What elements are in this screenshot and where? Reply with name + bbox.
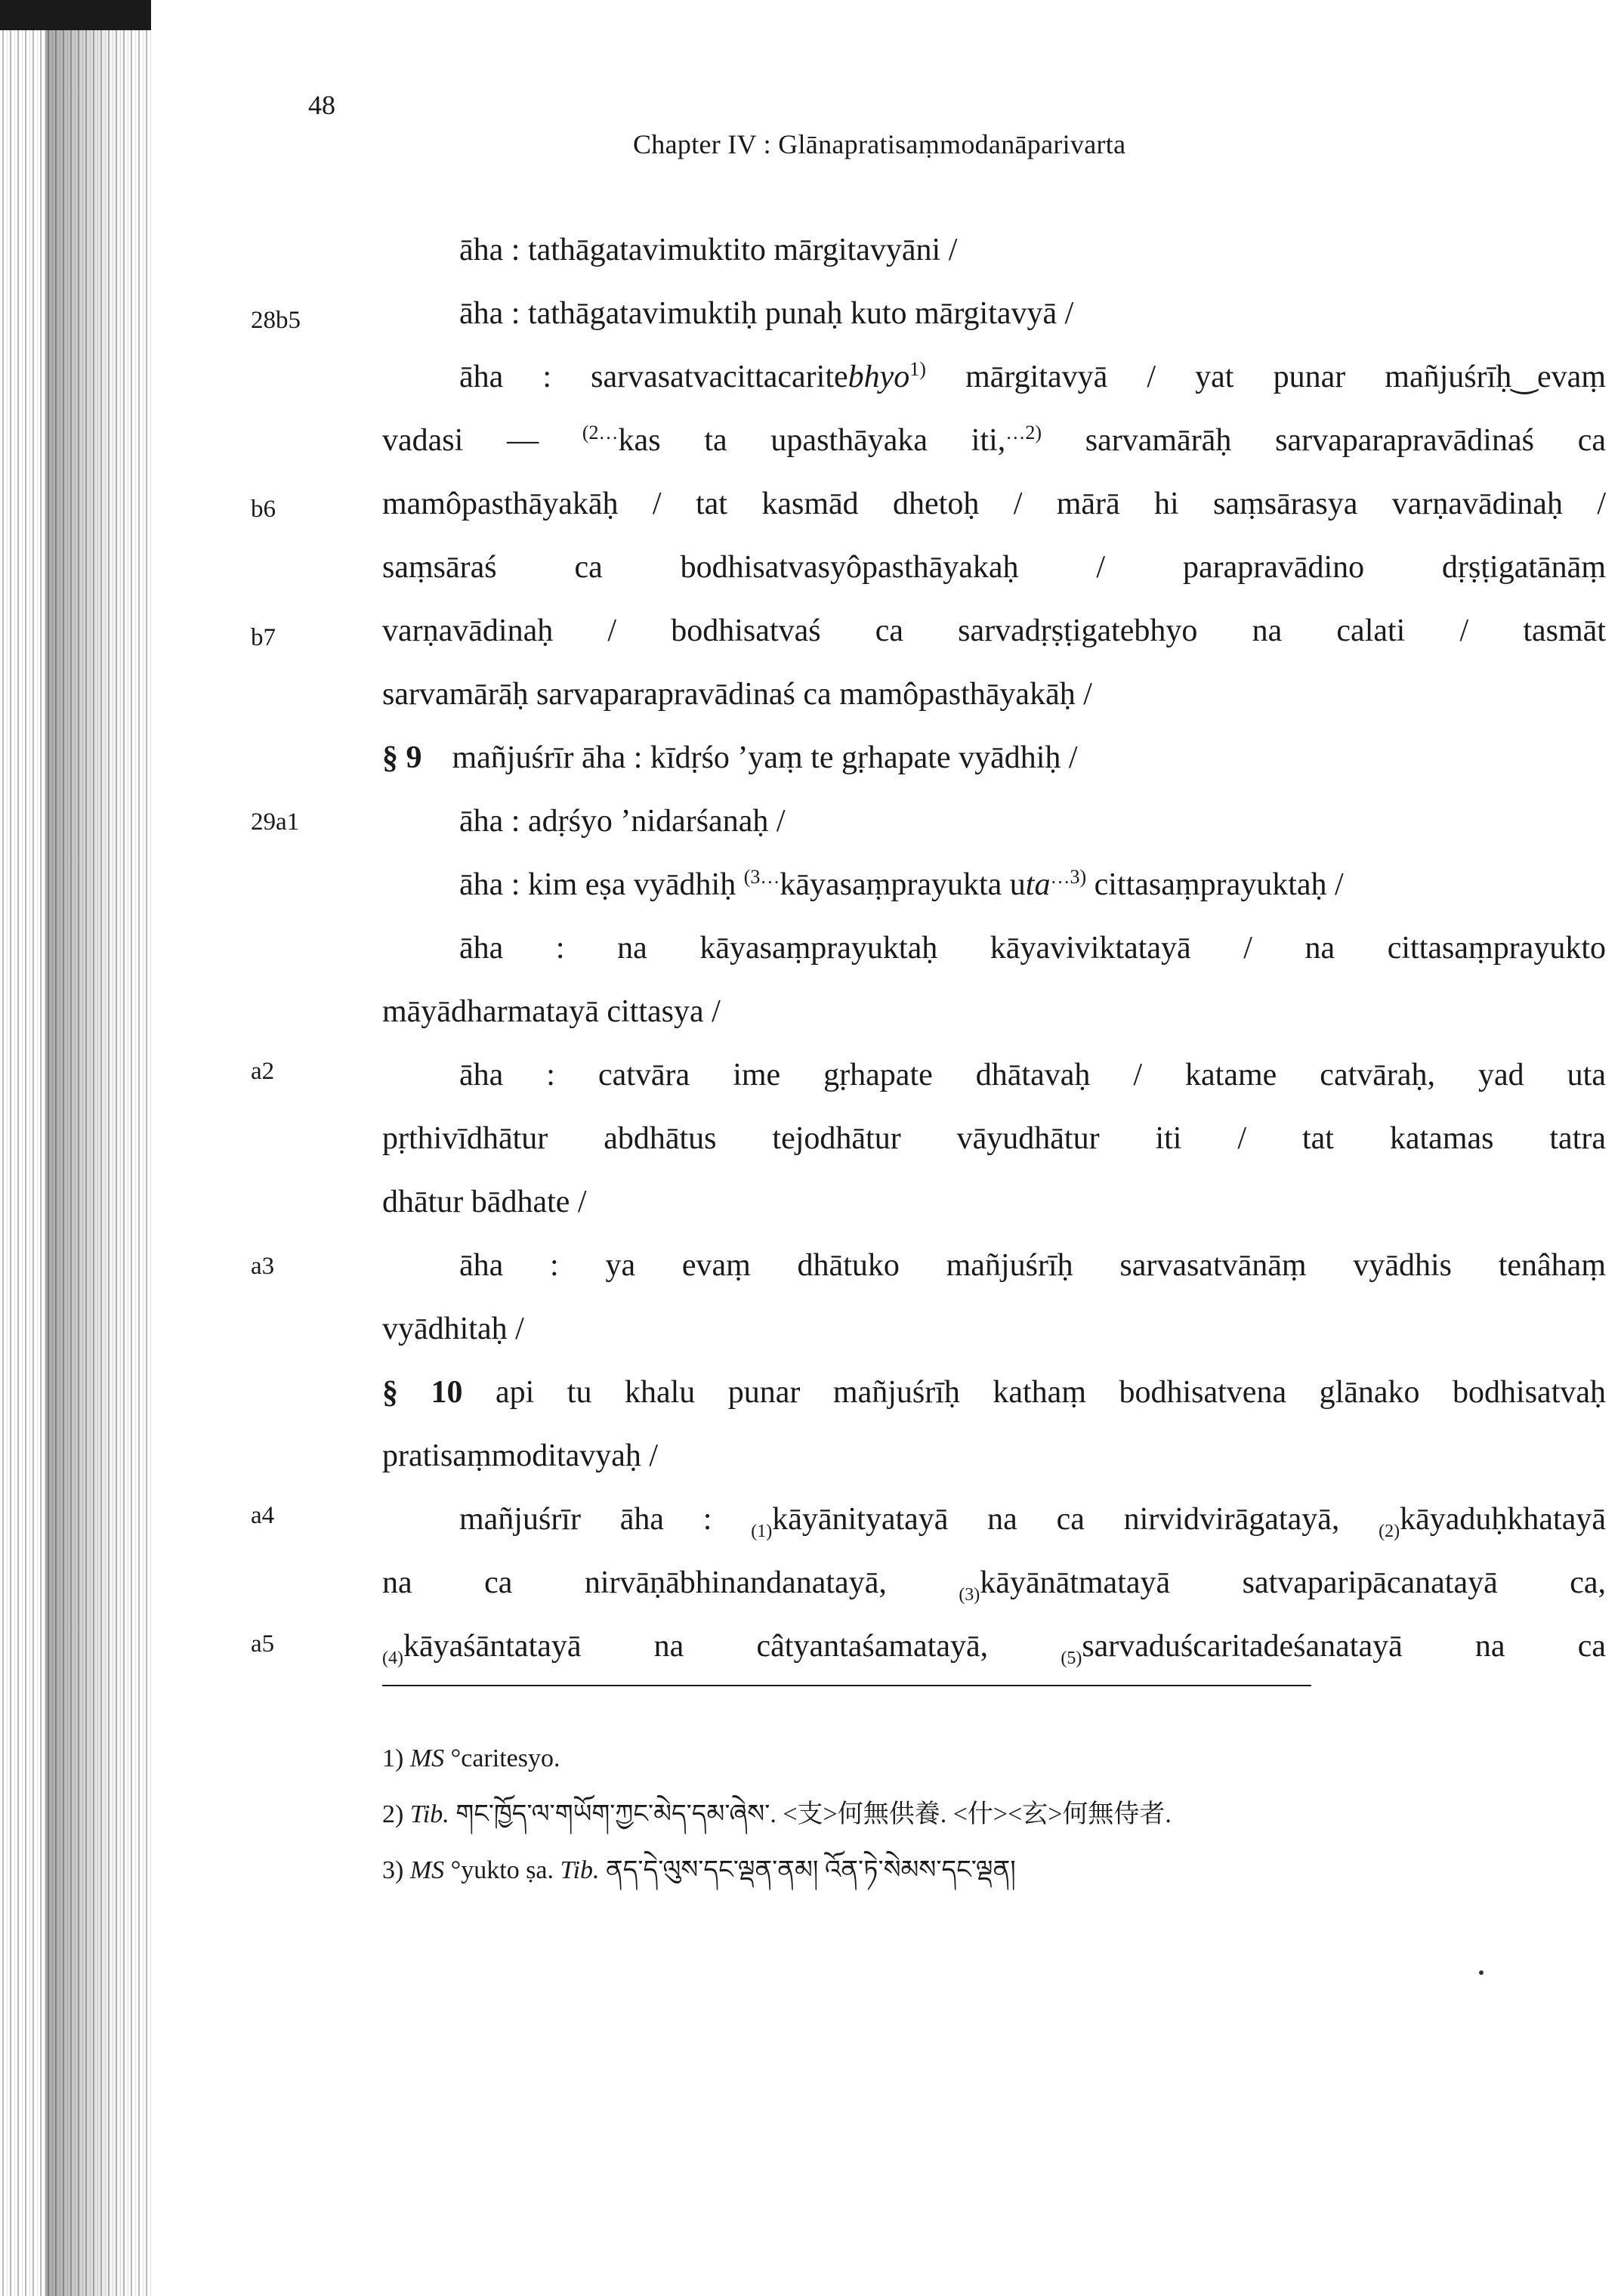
running-head: Chapter IV : Glānapratisaṃmodanāparivarta: [633, 129, 1126, 159]
margin-ref: 28b5: [251, 307, 301, 334]
text-line: āha : ya evaṃ dhātuko mañjuśrīḥ sarvasatvānāṃ vyādhis tenâhaṃ: [459, 1248, 1606, 1283]
footnote-rule: [382, 1685, 1311, 1686]
text-line: varṇavādinaḥ / bodhisatvaś ca sarvadṛṣṭigatebhyo na calati / tasmāt: [382, 613, 1606, 648]
footnote: 3) MS °yukto ṣa. Tib. ནད་དེ་ལུས་དང་ལྡན་ནམ། འོན་ཏེ་སེམས་དང་ལྡན།: [382, 1856, 1016, 1884]
text-line: vadasi — $^{(2\dots}$kas ta upasthāyaka iti,$^{\dots 2)}$ sarvamārāḥ sarvaparapravādinaś ca: [382, 422, 1606, 458]
text-line: āha : na kāyasaṃprayuktaḥ kāyaviviktatayā / na cittasaṃprayukto: [459, 931, 1606, 966]
text-line: āha : catvāra ime gṛhapate dhātavaḥ / katame catvāraḥ, yad uta: [459, 1058, 1606, 1092]
text-line: āha : tathāgatavimuktiḥ punaḥ kuto mārgitavyā /: [459, 296, 1074, 331]
footnote: 2) Tib. གང་ཁྱོད་ལ་གཡོག་ཀྱང་མེད་དམ་ཞེས་. <支>何無供養. <什><玄>何無侍者.: [382, 1800, 1172, 1828]
margin-ref: b6: [251, 496, 276, 523]
text-line: saṃsāraś ca bodhisatvasyôpasthāyakaḥ / parapravādino dṛṣṭigatānāṃ: [382, 550, 1606, 585]
text-line: mañjuśrīr āha : $_{(1)}$kāyānityatayā na ca nirvidvirāgatayā, $_{(2)}$kāyaduḥkhatayā: [459, 1502, 1606, 1541]
text-line: āha : sarvasatvacittacaritebhyo$^{1)}$ mārgitavyā / yat punar mañjuśrīḥ‿evaṃ: [459, 358, 1606, 394]
margin-ref: a4: [251, 1502, 275, 1529]
margin-ref: a5: [251, 1630, 275, 1658]
text-line: $_{(4)}$kāyaśāntatayā na câtyantaśamatayā, $_{(5)}$sarvaduścaritadeśanatayā na ca: [382, 1629, 1607, 1668]
binding-top-mark: [0, 0, 151, 30]
scan-speck: [1479, 1970, 1484, 1975]
text-line: na ca nirvāṇābhinandanatayā, $_{(3)}$kāyānātmatayā satvaparipācanatayā ca,: [382, 1565, 1606, 1605]
margin-ref: 29a1: [251, 808, 300, 836]
footnote: 1) MS °caritesyo.: [382, 1744, 560, 1772]
text-line: vyādhitaḥ /: [382, 1312, 524, 1346]
text-line: pratisaṃmoditavyaḥ /: [382, 1438, 659, 1473]
text-line: māyādharmatayā cittasya /: [382, 994, 721, 1029]
section-heading: § 9 mañjuśrīr āha : kīdṛśo ’yaṃ te gṛhapate vyādhiḥ /: [382, 740, 1078, 775]
text-line: āha : tathāgatavimuktito mārgitavyāni /: [459, 233, 958, 267]
text-line: āha : kim eṣa vyādhiḥ $^{(3\dots}$kāyasaṃprayukta uta$^{\dots 3)}$ cittasaṃprayuktaḥ /: [459, 866, 1344, 902]
margin-ref: b7: [251, 624, 276, 651]
text-line: pṛthivīdhātur abdhātus tejodhātur vāyudhātur iti / tat katamas tatra: [382, 1121, 1606, 1156]
page-number: 48: [308, 90, 335, 120]
text-line: āha : adṛśyo ’nidarśanaḥ /: [459, 804, 786, 839]
margin-ref: a2: [251, 1058, 275, 1085]
binding-shadow: [45, 0, 136, 2296]
text-line: mamôpasthāyakāḥ / tat kasmād dhetoḥ / mārā hi saṃsārasya varṇavādinaḥ /: [382, 487, 1606, 521]
section-heading: § 10 api tu khalu punar mañjuśrīḥ kathaṃ bodhisatvena glānako bodhisatvaḥ: [382, 1375, 1607, 1410]
margin-ref: a3: [251, 1253, 275, 1280]
text-line: dhātur bādhate /: [382, 1185, 587, 1219]
text-line: sarvamārāḥ sarvaparapravādinaś ca mamôpasthāyakāḥ /: [382, 677, 1092, 712]
